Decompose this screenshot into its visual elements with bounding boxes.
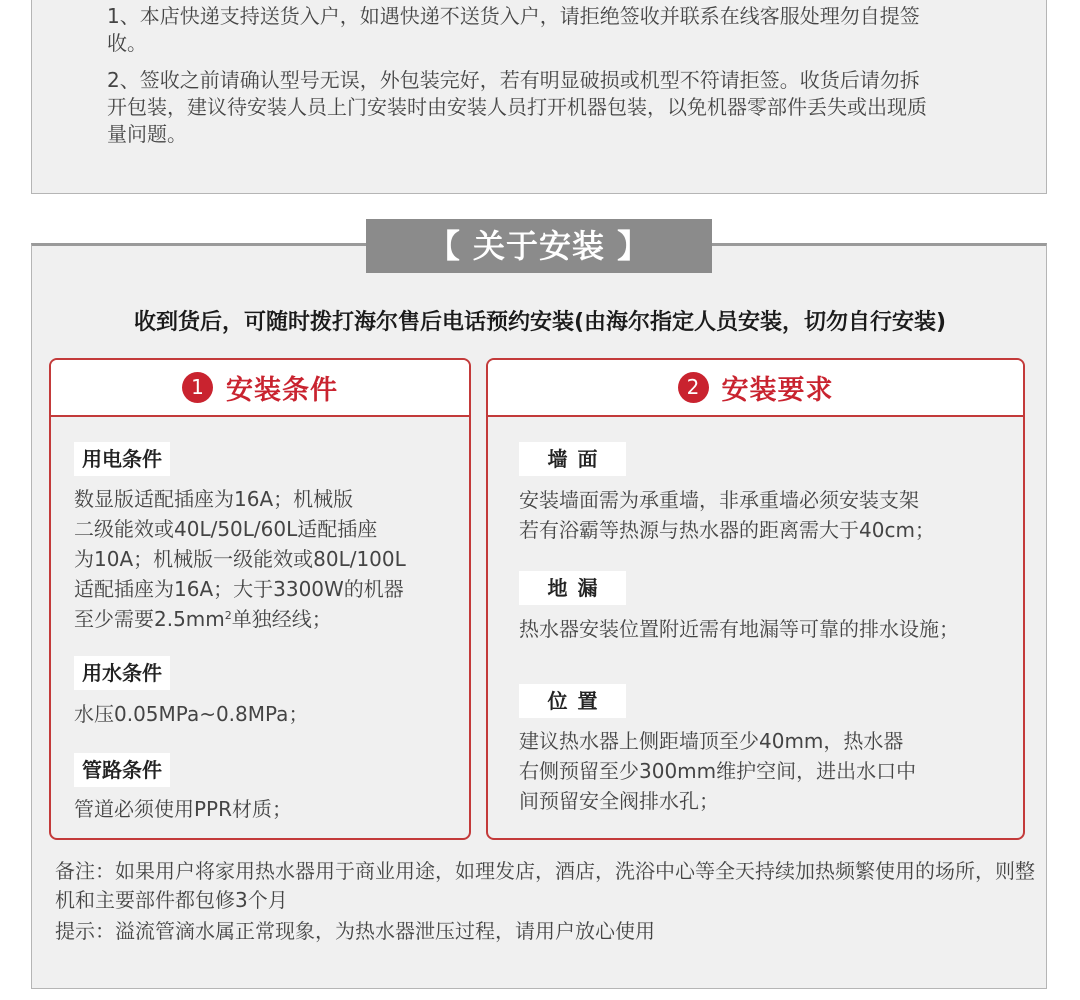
water-tag: 用水条件 (74, 656, 170, 690)
delivery-notice-box (31, 0, 1047, 194)
drain-text: 热水器安装位置附近需有地漏等可靠的排水设施； (519, 617, 959, 641)
footer-note: 备注：如果用户将家用热水器用于商业用途，如理发店，酒店，洗浴中心等全天持续加热频繁使用的场所，则整机和主要部件都包修3个月 (55, 859, 1035, 912)
position-tag: 位置 (519, 684, 626, 718)
footer-tip: 提示：溢流管滴水属正常现象，为热水器泄压过程，请用户放心使用 (55, 919, 655, 943)
wall-tag: 墙面 (519, 442, 626, 476)
drain-tag: 地漏 (519, 571, 626, 605)
notice-item-2: 2、签收之前请确认型号无误，外包装完好，若有明显破损或机型不符请拒签。收货后请勿拆开包装，建议待安装人员上门安装时由安装人员打开机器包装，以免机器零部件丢失或出现质量问题。 (107, 68, 927, 146)
conditions-panel-header (51, 360, 469, 417)
electric-line-3: 为10A；机械版一级能效或80L/100L (74, 547, 406, 571)
wall-line-2: 若有浴霸等热源与热水器的距离需大于40cm； (519, 518, 935, 542)
electric-line-5-post: 单独经线； (231, 607, 332, 631)
section-title: 【 关于安装 】 (366, 219, 712, 273)
wall-text (519, 485, 1019, 545)
electric-tag: 用电条件 (74, 442, 170, 476)
electric-line-5-pre: 至少需要2.5mm (74, 607, 225, 631)
pipe-tag: 管路条件 (74, 753, 170, 787)
requirements-panel-title: 安装要求 (721, 375, 834, 406)
pipe-text: 管道必须使用PPR材质； (74, 797, 293, 821)
electric-line-5 (74, 604, 464, 634)
electric-line-1: 数显版适配插座为16A；机械版 (74, 487, 354, 511)
position-text (519, 726, 1019, 816)
water-text: 水压0.05MPa~0.8MPa； (74, 702, 309, 726)
electric-line-2: 二级能效或40L/50L/60L适配插座 (74, 517, 378, 541)
conditions-panel (49, 358, 471, 840)
position-line-3: 间预留安全阀排水孔； (519, 789, 719, 813)
requirements-panel-header (488, 360, 1023, 417)
notice-item-1: 1、本店快递支持送货入户，如遇快递不送货入户，请拒绝签收并联系在线客服处理勿自提签收。 (107, 4, 920, 55)
number-badge-1: 1 (182, 372, 213, 403)
installation-intro: 收到货后，可随时拨打海尔售后电话预约安装(由海尔指定人员安装，切勿自行安装) (133, 310, 947, 335)
electric-line-4: 适配插座为16A；大于3300W的机器 (74, 577, 404, 601)
electric-text (74, 484, 464, 634)
wall-line-1: 安装墙面需为承重墙，非承重墙必须安装支架 (519, 488, 919, 512)
position-line-1: 建议热水器上侧距墙顶至少40mm，热水器 (519, 729, 904, 753)
position-line-2: 右侧预留至少300mm维护空间，进出水口中 (519, 759, 917, 783)
requirements-panel (486, 358, 1025, 840)
conditions-panel-title: 安装条件 (226, 375, 338, 406)
superscript-2: 2 (224, 609, 232, 622)
number-badge-2: 2 (678, 372, 709, 403)
